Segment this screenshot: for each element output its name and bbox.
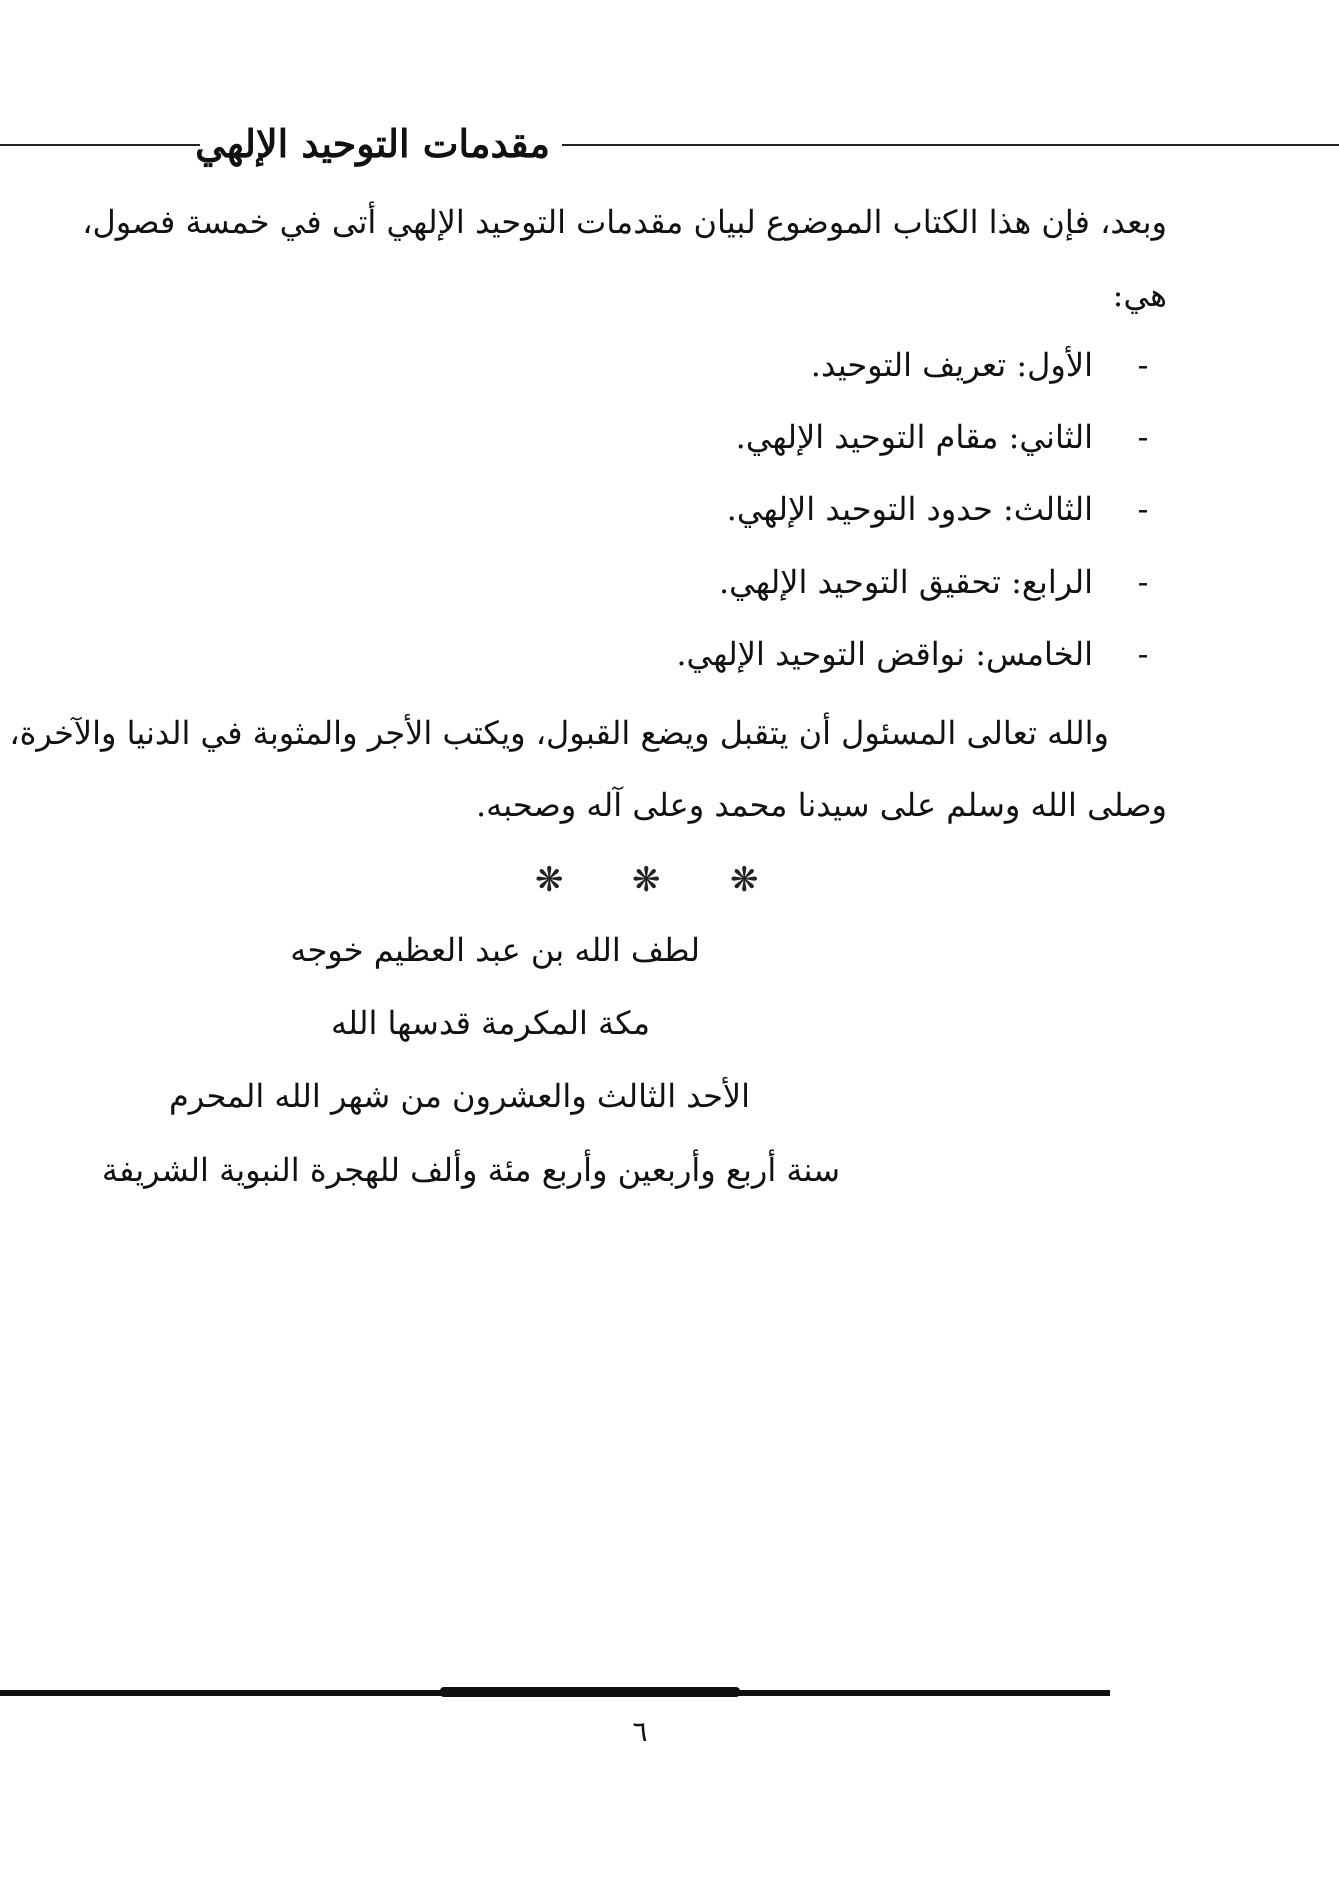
list-item [736,407,1167,467]
list-item [676,624,1167,684]
list-item-text: الخامس: نواقض التوحيد الإلهي. [676,635,1093,673]
list-item [811,335,1167,395]
list-dash: - [1137,346,1149,384]
list-item-text: الثاني: مقام التوحيد الإلهي. [735,418,1093,456]
page-number: ٦ [632,1715,648,1748]
asterisk-ornament-icon: ❋ [632,860,661,900]
running-header-title: مقدمات التوحيد الإلهي [195,121,550,166]
signature-date-year: سنة أربع وأربعين وأربع مئة وألف للهجرة النبوية الشريفة [101,1151,840,1189]
signature-place: مكة المكرمة قدسها الله [330,1004,650,1042]
closing-paragraph-line-1: والله تعالى المسئول أن يتقبل ويضع القبول، ويكتب الأجر والمثوبة في الدنيا والآخرة، [9,714,1109,752]
list-item-text: الرابع: تحقيق التوحيد الإلهي. [718,563,1093,601]
list-item [727,479,1167,539]
list-item [719,552,1167,612]
closing-paragraph-line-2: وصلى الله وسلم على سيدنا محمد وعلى آله وصحبه. [475,786,1167,824]
asterisk-ornament-icon: ❋ [730,860,759,900]
list-dash: - [1137,490,1149,528]
asterisk-ornament-icon: ❋ [535,860,564,900]
footer-rule-center [440,1687,740,1697]
list-dash: - [1137,418,1149,456]
section-separator [500,855,800,905]
list-item-text: الثالث: حدود التوحيد الإلهي. [726,490,1093,528]
header-rule-left [0,144,200,146]
intro-paragraph-line-2: هي: [1112,276,1167,314]
list-dash: - [1137,635,1149,673]
list-dash: - [1137,563,1149,601]
intro-paragraph-line-1: وبعد، فإن هذا الكتاب الموضوع لبيان مقدمات التوحيد الإلهي أتى في خمسة فصول، [82,203,1167,241]
signature-date-day: الأحد الثالث والعشرون من شهر الله المحرم [168,1077,750,1115]
list-item-text: الأول: تعريف التوحيد. [810,346,1093,384]
signature-author: لطف الله بن عبد العظيم خوجه [290,931,700,969]
header-rule-right [562,144,1339,146]
